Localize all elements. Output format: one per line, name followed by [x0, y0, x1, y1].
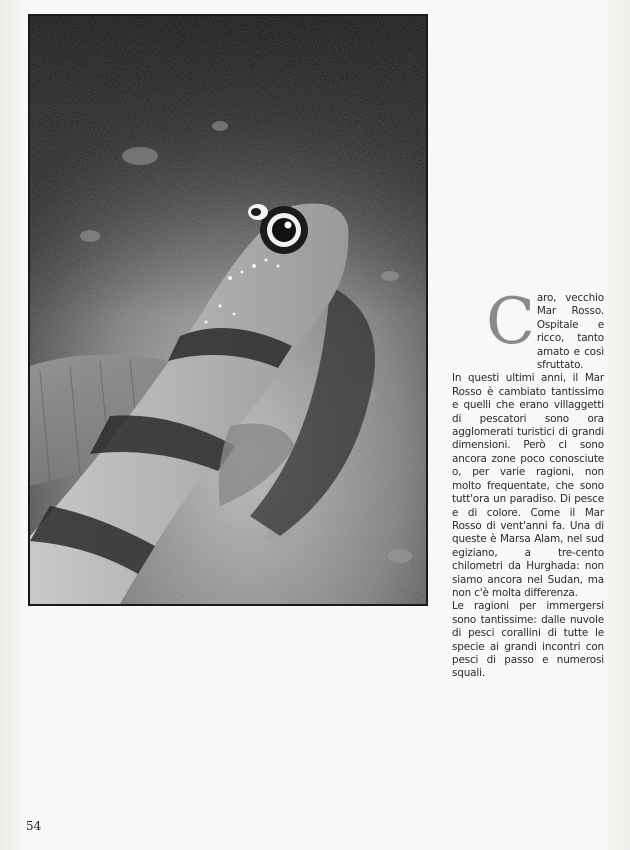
- photo-frame: [28, 14, 428, 606]
- article-paragraph-2: In questi ultimi anni, il Mar Rosso è cambiato tantissimo e quelli che erano villaggetti di pescatori sono ora agglomerati turistici di grandi dimensioni. Però ci sono ancora zone poco conosciute o, per varie ragioni, non molto frequentate, che sono tutt'ora un paradiso. Di pesce e di colore. Come il Mar Rosso di vent'anni fa. Una di queste è Marsa Alam, nel sud egiziano, a tre-cento chilometri da Hurghada: non siamo ancora nel Sudan, ma non c'è molta differenza.: [452, 372, 604, 599]
- page-number: 54: [26, 819, 42, 833]
- article-paragraph-1: aro, vecchio Mar Rosso. Ospitale e ricco, tanto amato e così sfruttato.: [536, 292, 604, 372]
- drop-cap: C: [486, 285, 535, 359]
- article-text: [452, 285, 604, 681]
- article-paragraph-3: Le ragioni per immergersi sono tantissime: dalle nuvole di pesci corallini di tutte le specie ai grandi incontri con pesci di passo e numerosi squali.: [452, 600, 604, 680]
- goby-fish-photo: [30, 16, 426, 604]
